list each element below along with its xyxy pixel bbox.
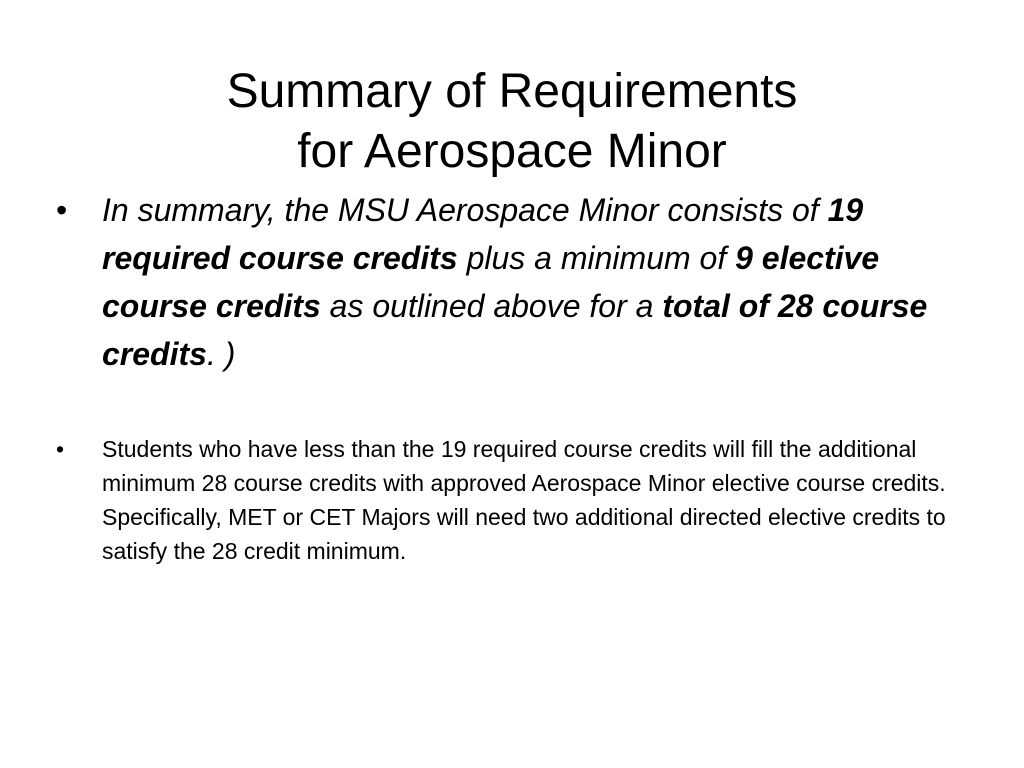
summary-bullet xyxy=(56,186,976,378)
bullet-marker: • xyxy=(56,436,65,462)
title-line-1: Summary of Requirements xyxy=(226,65,798,119)
summary-text-part-3: as outlined above for a xyxy=(320,288,663,324)
summary-text-part-1: In summary, the MSU Aerospace Minor consists of xyxy=(102,192,828,228)
summary-text-part-4: . ) xyxy=(206,336,236,372)
students-text: Students who have less than the 19 required course credits will fill the additional minimum 28 course credits with approved Aerospace Minor elective course credits. Specifically, MET or CET Majors will need two additional directed elective credits to satisfy the 28 credit minimum. xyxy=(102,436,946,564)
bullet-list xyxy=(56,186,976,568)
title-line-2: for Aerospace Minor xyxy=(297,125,727,179)
required-credits-text: 19 required course credits xyxy=(102,192,864,276)
students-bullet xyxy=(56,432,976,568)
bullet-marker: • xyxy=(56,192,68,228)
slide-title xyxy=(0,62,1024,182)
elective-credits-text: 9 elective course credits xyxy=(102,240,880,324)
summary-text-part-2: plus a minimum of xyxy=(457,240,736,276)
total-credits-text: total of 28 course credits xyxy=(102,288,928,372)
